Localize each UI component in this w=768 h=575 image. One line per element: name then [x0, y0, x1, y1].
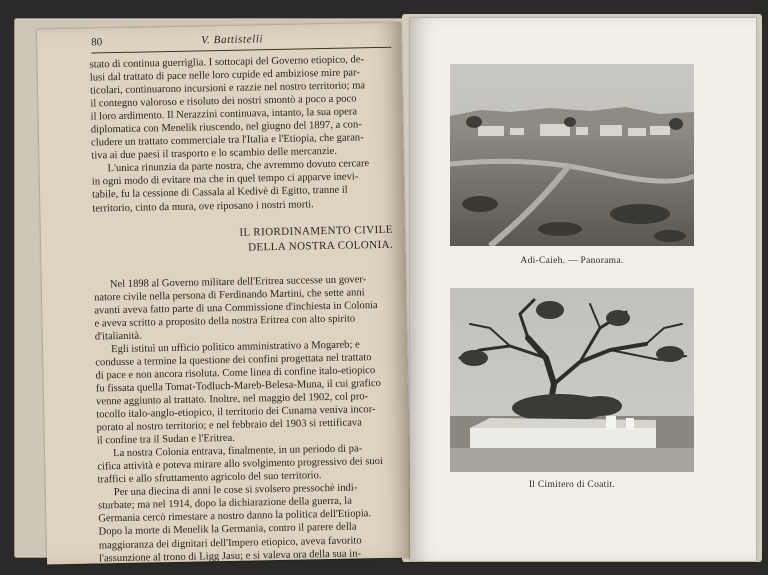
text-line: tabile, fu la cessione di Cassala al Kedivè di Egitto, tranne il	[91, 185, 348, 201]
text-line: ticolari, continuarono incursioni e razzie nel nostro territorio; ma	[89, 80, 366, 97]
text-line: e aveva scritto a proposito della nostra Eritrea con alto spirito	[94, 313, 356, 330]
text-line: in ogni modo di evitare ma che in quel tempo ci apparve inevi-	[91, 171, 359, 188]
text-line: maggioranza dei dignitari dell'Impero etiopico, aveva favorito	[98, 534, 362, 551]
text-line: Per una diecina di anni le cose si svolsero pressochè indi-	[113, 482, 358, 499]
section-heading-line2: DELLA NOSTRA COLONIA.	[248, 238, 394, 254]
text-line: condusse a termine la questione dei confini progettata nel trattato	[95, 352, 372, 369]
text-line: tocollo italo-anglo-etiopico, il territorio dei Cunama veniva incor-	[96, 404, 376, 421]
paragraph-group-before	[89, 53, 392, 215]
text-line: fu fissata quella Tomat-Todluch-Mareb-Belesa-Muna, il cui grafico	[95, 377, 382, 395]
text-line: porato al nostro territorio; e nel febbraio del 1903 si rettificava	[96, 417, 362, 434]
left-page	[37, 23, 411, 565]
cemetery-photo	[450, 288, 694, 472]
text-line: d'italianità.	[94, 330, 142, 343]
text-line: diplomatica con Menelik riuscendo, nel giugno del 1897, a con-	[90, 119, 362, 136]
text-line: venne aggiunto al trattato. Inoltre, nel maggio del 1902, col pro-	[95, 391, 369, 408]
page-number: 80	[91, 36, 103, 49]
text-line: sturbate; ma nel 1914, dopo la dichiarazione della guerra, la	[97, 495, 352, 512]
text-line: cifica attività e poteva mirare allo svolgimento progressivo dei suoi	[97, 456, 384, 473]
text-line: traffici e allo sfruttamento agricolo del suo territorio.	[97, 470, 322, 486]
text-line: L'unica rinunzia da parte nostra, che avremmo dovuto cercare	[107, 158, 370, 175]
text-line: cludere un trattato commerciale tra l'Italia e l'Etiopia, che garan-	[90, 132, 364, 149]
panorama-caption: Adi-Caieh. — Panorama.	[520, 256, 624, 266]
section-heading	[93, 222, 394, 258]
running-head-author: V. Battistelli	[201, 33, 264, 47]
cemetery-caption: Il Cimitero di Coatit.	[528, 480, 616, 490]
text-line: Nel 1898 al Governo militare dell'Eritrea successe un gover-	[109, 273, 367, 290]
text-line: tiva ai due paesi il trasporto e lo scambio delle mercanzie.	[91, 146, 338, 162]
text-line: il loro ardimento. Il Nerazzini continuava, intanto, la sua opera	[90, 106, 358, 123]
text-line: il confine tra il Sudan e l'Eritrea.	[96, 432, 235, 447]
running-head	[91, 29, 391, 54]
text-line: La nostra Colonia entrava, finalmente, in un periodo di pa-	[112, 443, 363, 460]
text-line: Germania cercò rimestare a nostro danno la politica dell'Etiopia.	[98, 508, 372, 525]
text-line: lusi dal trattato di pace nelle loro cupide ed ambiziose mire par-	[89, 67, 361, 84]
body-text	[89, 53, 399, 565]
panorama-photo	[450, 64, 694, 246]
text-line: Egli istituì un ufficio politico amministrativo a Mogareb; e	[110, 339, 360, 355]
text-line: territorio, cinto da mura, ove riposano i nostri morti.	[92, 198, 314, 215]
paragraph-group-after	[94, 272, 399, 565]
text-line: avanti aveva fatto parte di una Commissione d'inchiesta in Colonia	[94, 299, 378, 317]
text-line: di pace e non ancora risoluta. Come linea di confine italo-etiopico	[95, 365, 376, 382]
right-page	[410, 18, 756, 561]
open-book	[8, 8, 764, 568]
text-line: stato di continua guerriglia. I sottocapi del Governo etiopico, de-	[89, 54, 365, 71]
text-line: Dopo la morte di Menelik la Germania, contro il parere della	[98, 521, 357, 538]
text-line: l'assunzione al trono di Ligg Jasu; e si valeva ora della sua in-	[98, 547, 362, 564]
section-heading-line1: IL RIORDINAMENTO CIVILE	[239, 223, 393, 239]
text-line: il contegno valoroso e risoluto dei nostri smontò a poco a poco	[90, 93, 357, 110]
text-line: natore civile nella persona di Ferdinando Martini, che sette anni	[93, 286, 365, 304]
